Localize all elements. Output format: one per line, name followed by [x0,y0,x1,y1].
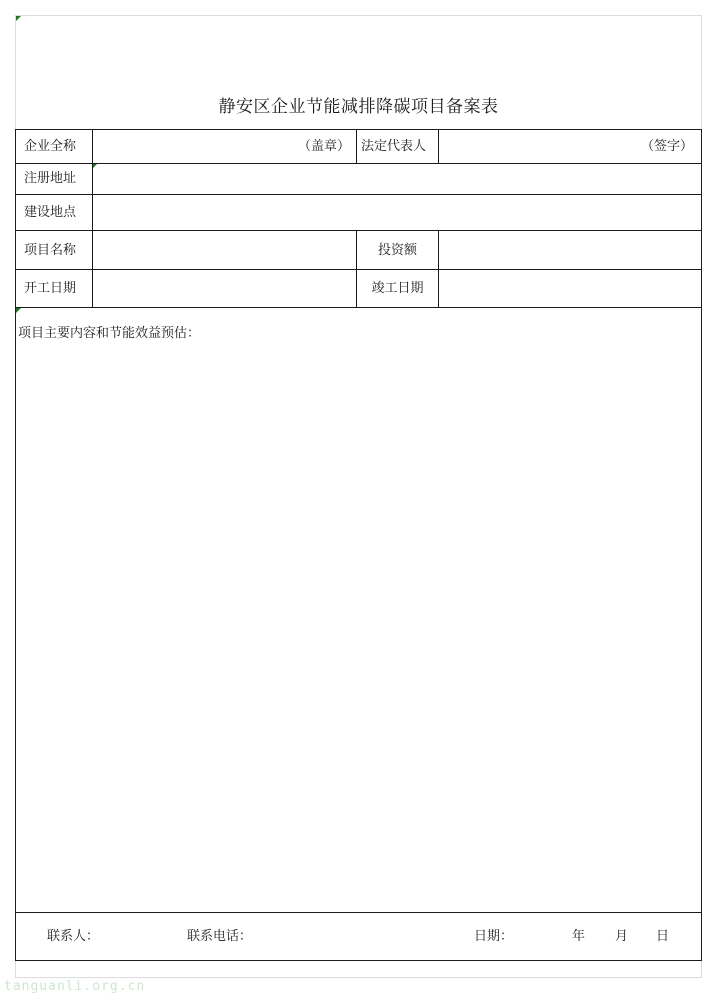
form-title: 静安区企业节能减排降碳项目备案表 [218,97,499,117]
column-divider [438,129,439,164]
column-divider [356,129,357,164]
construction-site-label: 建设地点 [24,205,77,220]
investment-label: 投资额 [377,243,417,258]
legal-rep-label: 法定代表人 [361,139,427,154]
registered-address-label: 注册地址 [24,171,77,186]
project-name-label: 项目名称 [24,243,77,258]
cell-marker [16,16,21,21]
start-date-label: 开工日期 [24,281,77,296]
row-divider [15,194,702,195]
month-label: 月 [615,929,629,944]
row-divider [15,307,702,308]
watermark: tanguanli.org.cn [4,979,146,994]
column-divider [92,129,93,308]
company-name-label: 企业全称 [24,139,77,154]
contact-phone-label: 联系电话： [187,929,253,944]
day-label: 日 [656,929,670,944]
completion-date-label: 竣工日期 [371,281,424,296]
column-divider [438,230,439,308]
project-content-label: 项目主要内容和节能效益预估： [18,326,201,341]
row-divider [15,269,702,270]
year-label: 年 [572,929,586,944]
row-divider [15,163,702,164]
legal-rep-signature-field[interactable]: （签字） [640,139,693,154]
row-divider [15,230,702,231]
contact-person-label: 联系人： [47,929,100,944]
date-label: 日期： [474,929,514,944]
company-seal-field[interactable]: （盖章） [297,139,350,154]
row-divider [15,912,702,913]
